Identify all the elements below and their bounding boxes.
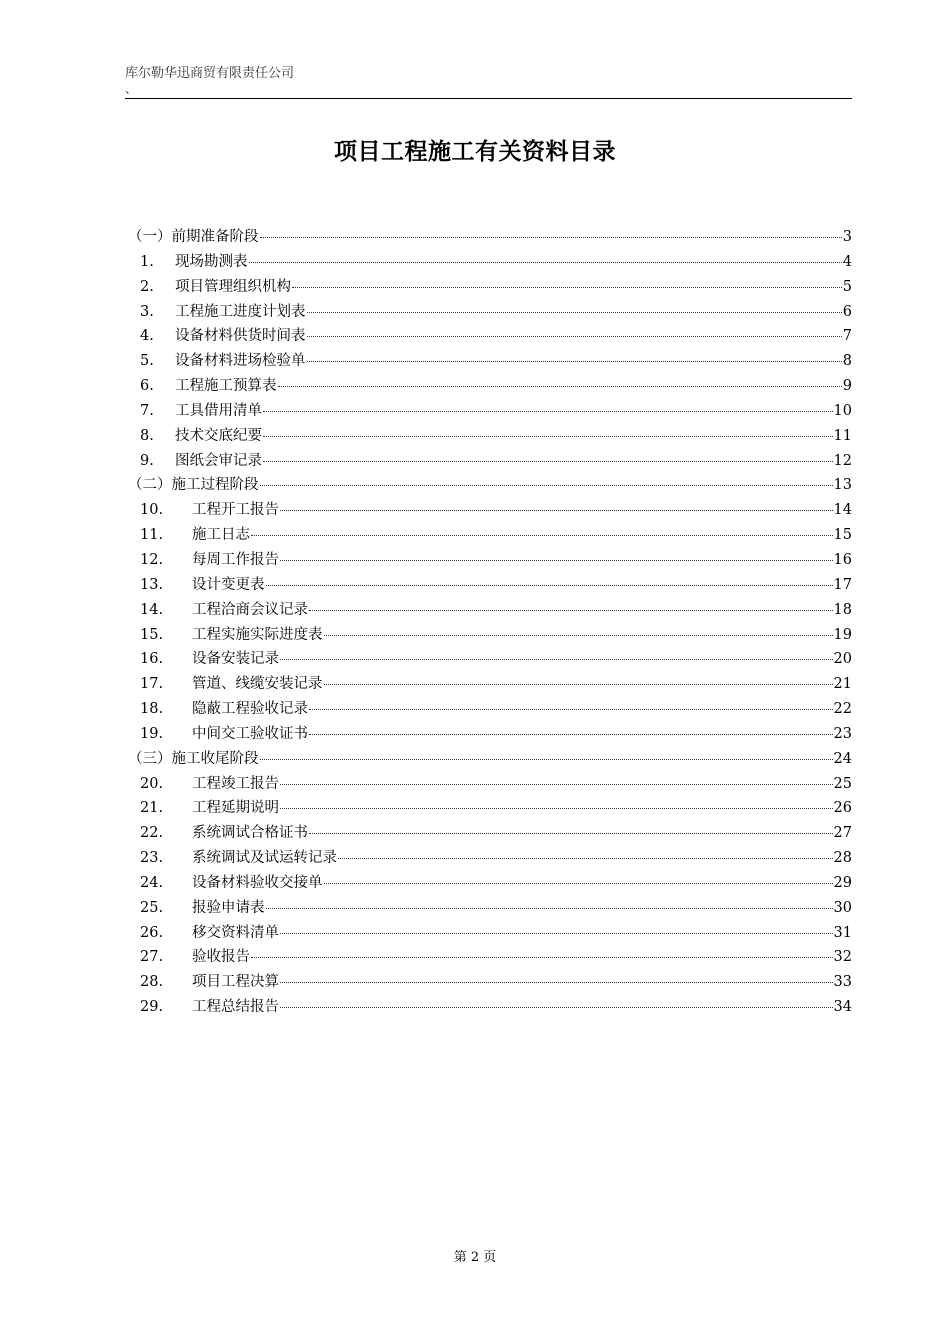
- toc-item-title: 工程洽商会议记录: [192, 601, 308, 618]
- toc-page-number: 30: [833, 899, 852, 916]
- toc-leader-dots: [263, 460, 833, 462]
- toc-leader-dots: [266, 907, 833, 909]
- toc-item-row[interactable]: [128, 970, 852, 995]
- toc-leader-dots: [263, 410, 833, 412]
- toc-page-number: 15: [833, 527, 852, 544]
- toc-item-number: 9.: [140, 452, 154, 469]
- toc-page-number: 5: [842, 278, 852, 295]
- toc-item-row[interactable]: [128, 250, 852, 275]
- toc-item-number: 12.: [140, 551, 164, 568]
- toc-item-number: 6.: [140, 378, 154, 395]
- toc-item-number: 17.: [140, 676, 164, 693]
- toc-item-title: 设备材料验收交接单: [192, 874, 323, 891]
- toc-page-number: 9: [842, 378, 852, 395]
- toc-item-number: 28.: [140, 974, 164, 991]
- toc-item-title: 技术交底纪要: [175, 427, 262, 444]
- toc-page-number: 16: [833, 551, 852, 568]
- toc-item-number: 13.: [140, 576, 164, 593]
- toc-page-number: 19: [833, 626, 852, 643]
- toc-leader-dots: [280, 509, 833, 511]
- toc-item-title: 设计变更表: [192, 576, 265, 593]
- toc-item-title: 工程总结报告: [192, 999, 279, 1016]
- toc-item-row[interactable]: [128, 722, 852, 747]
- toc-item-row[interactable]: [128, 573, 852, 598]
- toc-item-number: 25.: [140, 899, 164, 916]
- toc-section-row[interactable]: [128, 747, 852, 772]
- table-of-contents: [128, 225, 852, 1020]
- toc-item-number: 26.: [140, 924, 164, 941]
- toc-item-number: 18.: [140, 701, 164, 718]
- toc-page-number: 8: [842, 353, 852, 370]
- toc-item-row[interactable]: [128, 449, 852, 474]
- toc-item-row[interactable]: [128, 871, 852, 896]
- toc-item-title: 图纸会审记录: [175, 452, 262, 469]
- toc-item-title: 工程施工进度计划表: [175, 303, 306, 320]
- toc-item-number: 3.: [140, 303, 154, 320]
- toc-leader-dots: [249, 261, 842, 263]
- toc-item-title: 工程延期说明: [192, 800, 279, 817]
- toc-leader-dots: [280, 783, 833, 785]
- toc-item-row[interactable]: [128, 945, 852, 970]
- toc-section-title: （三）施工收尾阶段: [128, 750, 259, 767]
- toc-page-number: 18: [833, 601, 852, 618]
- toc-item-title: 设备材料供货时间表: [175, 328, 306, 345]
- toc-leader-dots: [338, 857, 833, 859]
- toc-leader-dots: [309, 733, 833, 735]
- toc-item-number: 4.: [140, 328, 154, 345]
- page-header: [125, 64, 852, 96]
- toc-item-row[interactable]: [128, 399, 852, 424]
- toc-page-number: 33: [833, 974, 852, 991]
- toc-leader-dots: [280, 932, 833, 934]
- toc-leader-dots: [280, 559, 833, 561]
- toc-item-row[interactable]: [128, 275, 852, 300]
- toc-leader-dots: [307, 311, 842, 313]
- toc-page-number: 21: [833, 676, 852, 693]
- toc-item-title: 验收报告: [192, 949, 250, 966]
- toc-item-row[interactable]: [128, 324, 852, 349]
- toc-item-number: 29.: [140, 999, 164, 1016]
- toc-item-row[interactable]: [128, 796, 852, 821]
- toc-page-number: 11: [833, 427, 852, 444]
- company-name: 库尔勒华迅商贸有限责任公司: [125, 66, 295, 81]
- toc-item-number: 19.: [140, 725, 164, 742]
- toc-item-number: 5.: [140, 353, 154, 370]
- toc-section-title: （一）前期准备阶段: [128, 229, 259, 245]
- toc-leader-dots: [263, 435, 833, 437]
- toc-item-title: 隐蔽工程验收记录: [192, 701, 308, 718]
- toc-item-title: 中间交工验收证书: [192, 725, 308, 742]
- toc-page-number: 28: [833, 850, 852, 867]
- toc-item-number: 2.: [140, 278, 154, 295]
- toc-page-number: 13: [833, 477, 852, 494]
- toc-leader-dots: [251, 956, 833, 958]
- toc-leader-dots: [324, 882, 833, 884]
- toc-item-title: 工具借用清单: [175, 402, 262, 419]
- toc-item-title: 施工日志: [192, 527, 250, 544]
- toc-item-number: 21.: [140, 800, 164, 817]
- toc-item-title: 系统调试及试运转记录: [192, 850, 337, 867]
- toc-leader-dots: [278, 385, 842, 387]
- toc-item-number: 22.: [140, 825, 164, 842]
- toc-page-number: 6: [842, 303, 852, 320]
- toc-item-number: 20.: [140, 775, 164, 792]
- toc-item-number: 11.: [140, 527, 164, 544]
- toc-item-title: 工程竣工报告: [192, 775, 279, 792]
- toc-item-row[interactable]: [128, 623, 852, 648]
- toc-page-number: 3: [842, 229, 852, 245]
- toc-leader-dots: [309, 609, 833, 611]
- toc-page-number: 31: [833, 924, 852, 941]
- toc-item-row[interactable]: [128, 349, 852, 374]
- toc-item-number: 24.: [140, 874, 164, 891]
- header-mark: 、: [125, 82, 138, 96]
- toc-leader-dots: [307, 360, 842, 362]
- toc-leader-dots: [307, 335, 842, 337]
- toc-item-row[interactable]: [128, 995, 852, 1020]
- toc-item-number: 27.: [140, 949, 164, 966]
- toc-item-number: 10.: [140, 502, 164, 519]
- toc-item-title: 工程开工报告: [192, 502, 279, 519]
- toc-item-row[interactable]: [128, 647, 852, 672]
- toc-item-title: 现场勘测表: [175, 253, 248, 270]
- toc-item-title: 系统调试合格证书: [192, 825, 308, 842]
- toc-leader-dots: [309, 832, 833, 834]
- toc-leader-dots: [260, 758, 833, 760]
- toc-item-title: 工程施工预算表: [175, 378, 277, 395]
- toc-item-title: 项目管理组织机构: [175, 278, 291, 295]
- toc-leader-dots: [280, 1006, 833, 1008]
- toc-page-number: 24: [833, 750, 852, 767]
- toc-page-number: 22: [833, 701, 852, 718]
- toc-page-number: 27: [833, 825, 852, 842]
- toc-page-number: 10: [833, 402, 852, 419]
- toc-page-number: 17: [833, 576, 852, 593]
- toc-leader-dots: [324, 683, 833, 685]
- toc-item-title: 报验申请表: [192, 899, 265, 916]
- toc-section-row[interactable]: [128, 225, 852, 250]
- toc-item-title: 每周工作报告: [192, 551, 279, 568]
- toc-leader-dots: [309, 708, 833, 710]
- toc-leader-dots: [251, 534, 833, 536]
- toc-item-title: 项目工程决算: [192, 974, 279, 991]
- toc-item-row[interactable]: [128, 821, 852, 846]
- toc-item-row[interactable]: [128, 374, 852, 399]
- toc-item-title: 设备安装记录: [192, 651, 279, 668]
- toc-page-number: 20: [833, 651, 852, 668]
- toc-leader-dots: [280, 807, 833, 809]
- toc-page-number: 25: [833, 775, 852, 792]
- toc-page-number: 7: [842, 328, 852, 345]
- toc-page-number: 34: [833, 999, 852, 1016]
- toc-page-number: 12: [833, 452, 852, 469]
- toc-item-title: 设备材料进场检验单: [175, 353, 306, 370]
- toc-leader-dots: [260, 484, 833, 486]
- toc-item-row[interactable]: [128, 498, 852, 523]
- toc-page-number: 4: [842, 253, 852, 270]
- toc-item-row[interactable]: [128, 523, 852, 548]
- toc-page-number: 23: [833, 725, 852, 742]
- toc-item-row[interactable]: [128, 548, 852, 573]
- toc-item-row[interactable]: [128, 598, 852, 623]
- toc-item-row[interactable]: [128, 846, 852, 871]
- toc-item-number: 16.: [140, 651, 164, 668]
- toc-item-number: 7.: [140, 402, 154, 419]
- toc-item-number: 15.: [140, 626, 164, 643]
- toc-page-number: 26: [833, 800, 852, 817]
- toc-item-row[interactable]: [128, 672, 852, 697]
- toc-leader-dots: [292, 286, 842, 288]
- toc-page-number: 29: [833, 874, 852, 891]
- toc-section-row[interactable]: [128, 473, 852, 498]
- toc-leader-dots: [324, 634, 833, 636]
- toc-section-title: （二）施工过程阶段: [128, 477, 259, 494]
- toc-item-number: 14.: [140, 601, 164, 618]
- toc-item-row[interactable]: [128, 697, 852, 722]
- toc-leader-dots: [280, 658, 833, 660]
- toc-leader-dots: [260, 236, 842, 238]
- toc-item-number: 8.: [140, 427, 154, 444]
- toc-item-title: 管道、线缆安装记录: [192, 676, 323, 693]
- toc-item-title: 工程实施实际进度表: [192, 626, 323, 643]
- toc-item-number: 1.: [140, 253, 154, 270]
- toc-item-row[interactable]: [128, 772, 852, 797]
- page-title: 项目工程施工有关资料目录: [334, 139, 616, 165]
- page-footer: 第 2 页: [453, 1250, 497, 1265]
- toc-item-title: 移交资料清单: [192, 924, 279, 941]
- toc-item-row[interactable]: [128, 424, 852, 449]
- toc-page-number: 14: [833, 502, 852, 519]
- toc-item-row[interactable]: [128, 896, 852, 921]
- toc-leader-dots: [266, 584, 833, 586]
- toc-leader-dots: [280, 981, 833, 983]
- toc-item-row[interactable]: [128, 921, 852, 946]
- toc-item-number: 23.: [140, 850, 164, 867]
- toc-item-row[interactable]: [128, 300, 852, 325]
- header-rule: [125, 98, 852, 99]
- toc-page-number: 32: [833, 949, 852, 966]
